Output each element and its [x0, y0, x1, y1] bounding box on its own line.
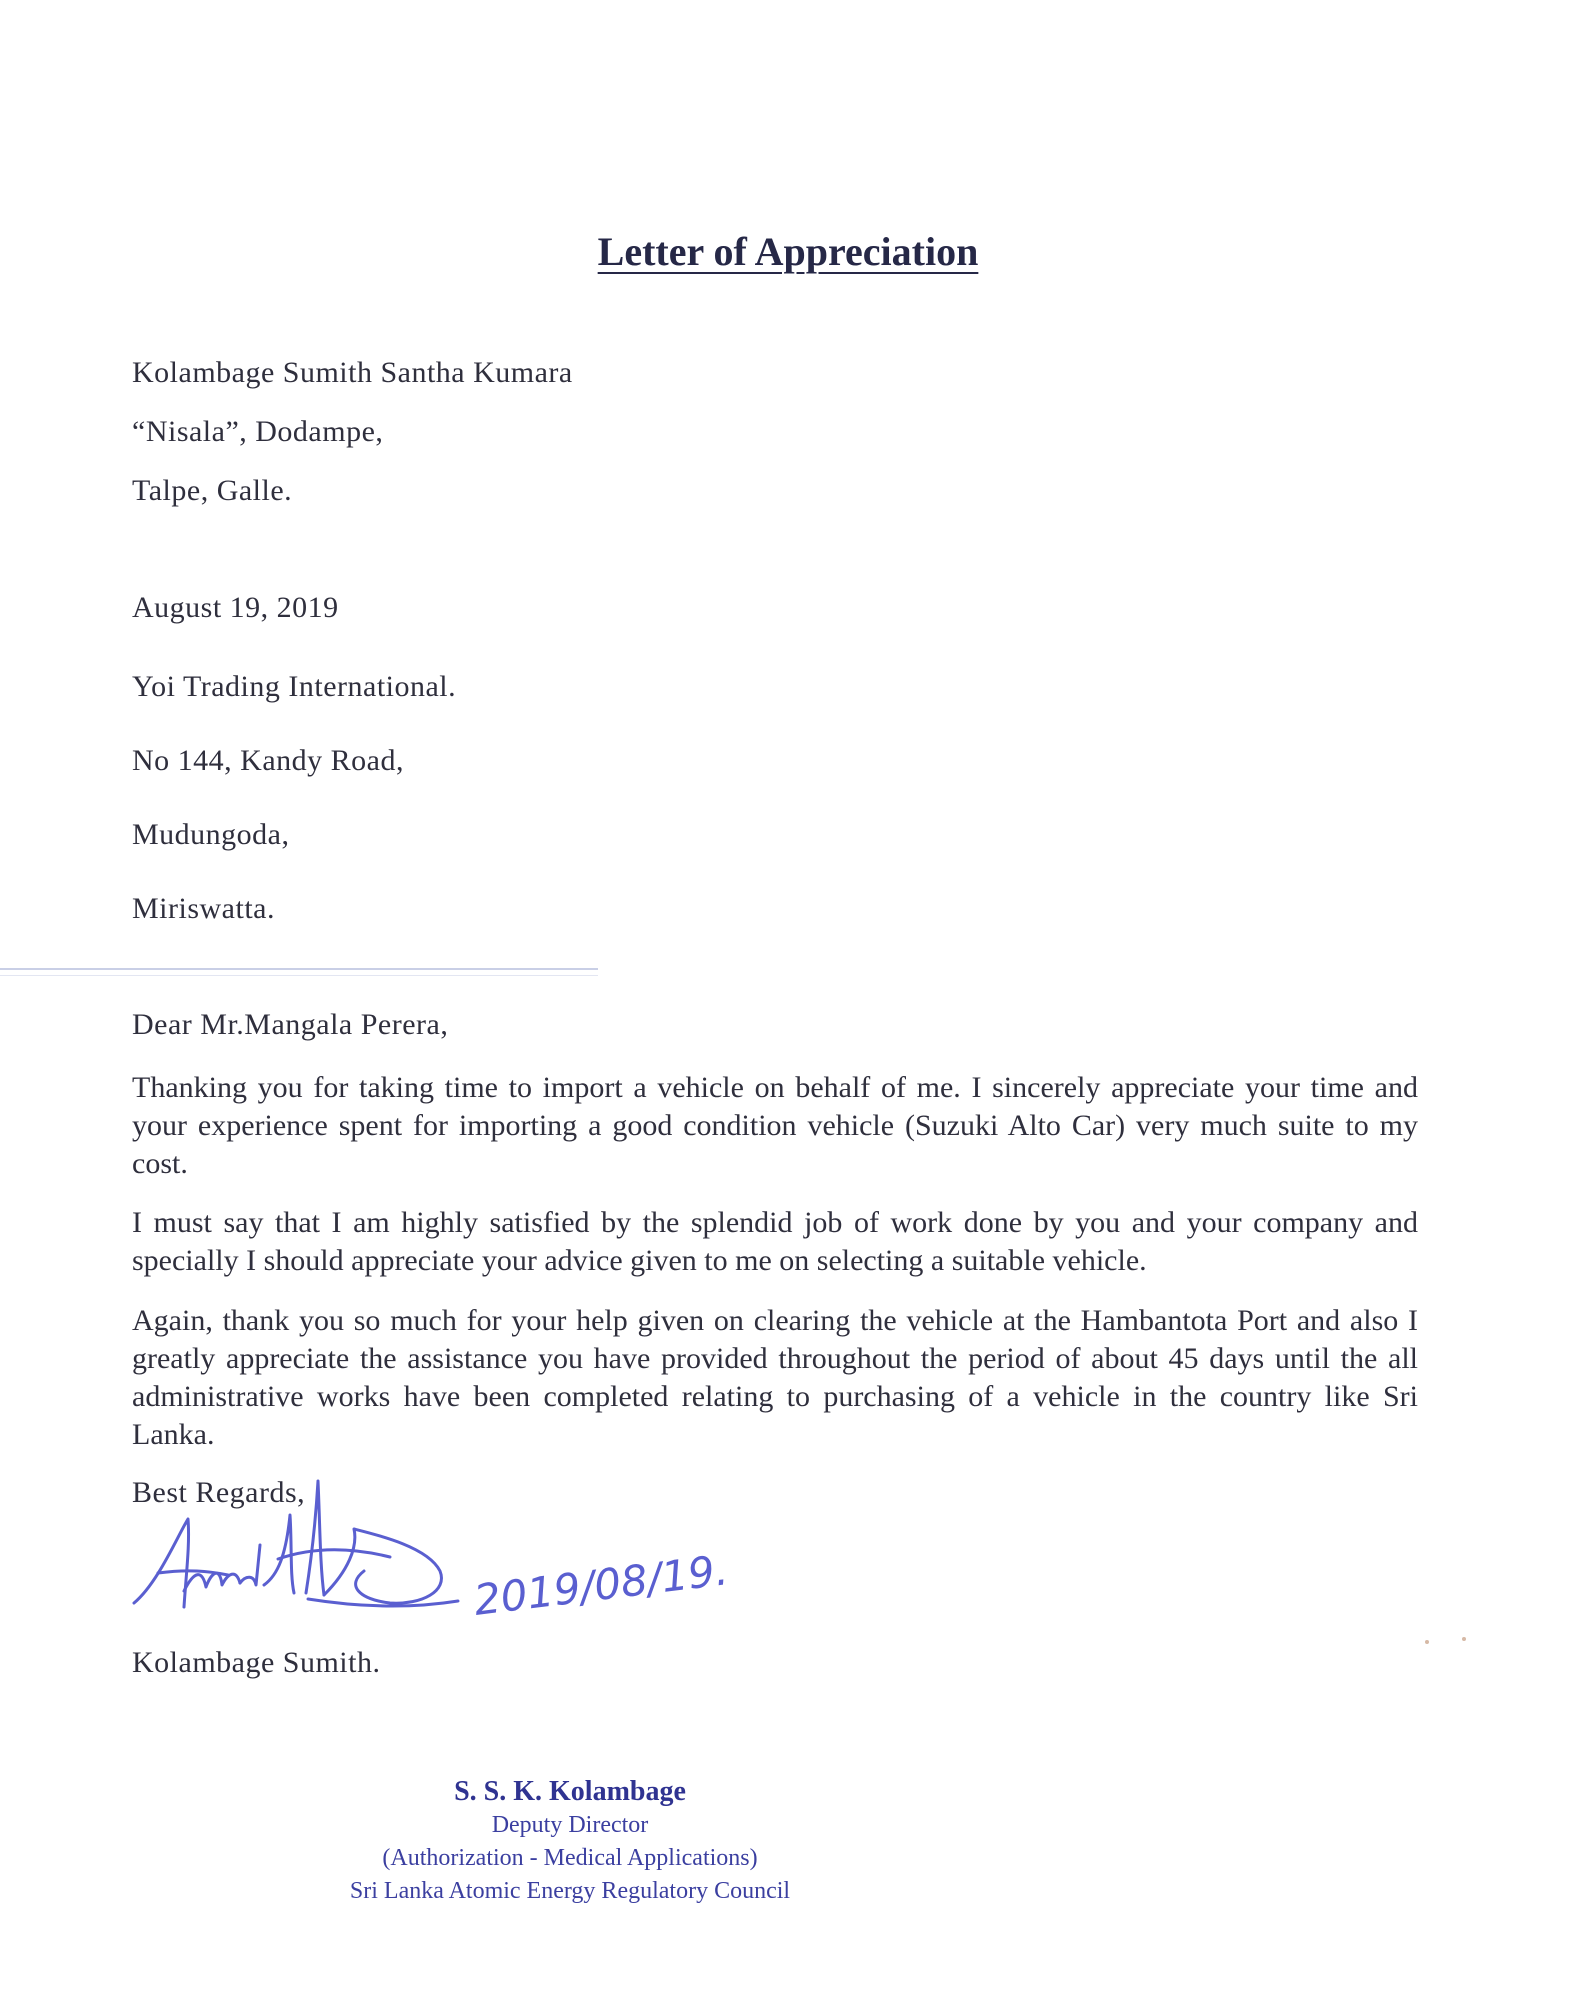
- scan-edge-line: [0, 968, 598, 970]
- recipient-address-line3: Miriswatta.: [132, 892, 275, 925]
- body-paragraph-1: Thanking you for taking time to import a vehicle on behalf of me. I sincerely appreciate your time and your experience spent for importing a good condition vehicle (Suzuki Alto Car) very much suite to my cost.: [132, 1071, 1418, 1180]
- stamp-organization: Sri Lanka Atomic Energy Regulatory Council: [349, 1878, 791, 1904]
- letter-title-text: Letter of Appreciation: [597, 229, 979, 274]
- closing: Best Regards,: [132, 1476, 306, 1509]
- sender-address-line2: Talpe, Galle.: [132, 474, 293, 507]
- sender-address-line1: “Nisala”, Dodampe,: [132, 415, 384, 448]
- scan-speck: [1462, 1637, 1466, 1641]
- stamp-department: (Authorization - Medical Applications): [382, 1845, 758, 1871]
- signature-date: 2019/08/19.: [471, 1545, 731, 1625]
- salutation: Dear Mr.Mangala Perera,: [132, 1008, 449, 1041]
- body-paragraph-3: Again, thank you so much for your help given on clearing the vehicle at the Hambantota Port and also I greatly appreciate the assistance you have provided throughout the period of about 45 days until the all administrative works have been completed relating to purchasing of a vehicle in the country like Sri Lanka.: [132, 1304, 1418, 1451]
- recipient-address-line2: Mudungoda,: [132, 818, 290, 851]
- handwritten-signature: [128, 1475, 748, 1670]
- body-paragraph-2: I must say that I am highly satisfied by the splendid job of work done by you and your company and specially I should appreciate your advice given to me on selecting a suitable vehicle.: [132, 1206, 1418, 1277]
- stamp-role: Deputy Director: [491, 1812, 649, 1838]
- recipient-company: Yoi Trading International.: [132, 670, 457, 703]
- sender-name: Kolambage Sumith Santha Kumara: [132, 356, 573, 389]
- scan-speck: [1425, 1640, 1429, 1644]
- recipient-address-line1: No 144, Kandy Road,: [132, 744, 404, 777]
- signatory-name: Kolambage Sumith.: [132, 1646, 381, 1679]
- scan-edge-line-faint: [0, 975, 598, 976]
- letter-title: [0, 228, 1570, 275]
- stamp-name: S. S. K. Kolambage: [454, 1776, 686, 1807]
- letter-date: August 19, 2019: [132, 591, 339, 624]
